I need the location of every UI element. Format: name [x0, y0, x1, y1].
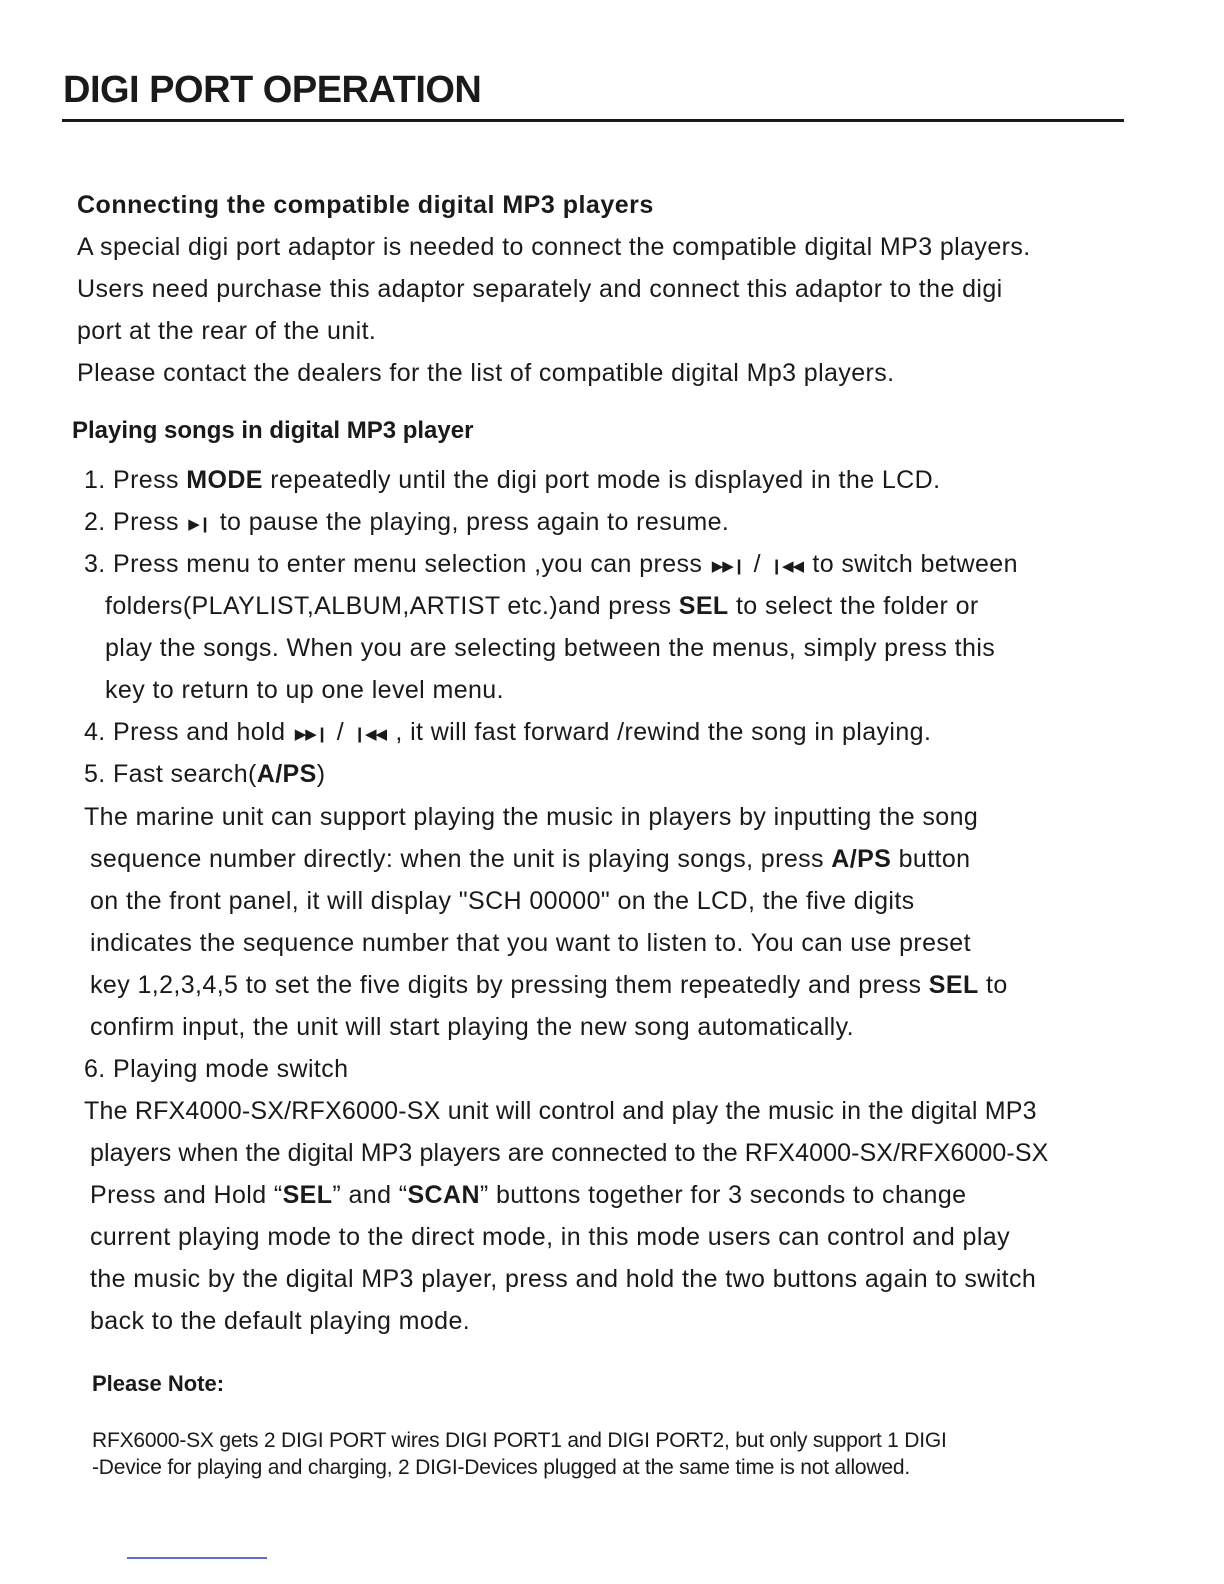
step-3-line-1 — [84, 548, 1018, 583]
step-6-line-6: back to the default playing mode. — [90, 1307, 471, 1335]
step-6-line-4: current playing mode to the direct mode, in this mode users can control and play — [90, 1223, 1010, 1251]
connecting-line-2: Users need purchase this adaptor separately and connect this adaptor to the digi — [77, 275, 1003, 303]
step-6-line-3 — [90, 1179, 966, 1211]
note-line-2: -Device for playing and charging, 2 DIGI-Devices plugged at the same time is not allowed. — [92, 1456, 910, 1479]
step-6-heading: 6. Playing mode switch — [84, 1055, 349, 1083]
step-1-text-b: repeatedly until the digi port mode is displayed in the LCD. — [262, 466, 941, 494]
step-5-l2-a: sequence number directly: when the unit is playing songs, press — [90, 845, 832, 873]
step-2 — [84, 506, 729, 541]
step-5-line-6: confirm input, the unit will start playing the new song automatically. — [90, 1013, 855, 1041]
step-5-l2-b: button — [891, 845, 971, 873]
connecting-line-4: Please contact the dealers for the list of compatible digital Mp3 players. — [77, 359, 895, 387]
step-5-l5-a: key 1,2,3,4,5 to set the five digits by pressing them repeatedly and press — [90, 971, 929, 999]
step-1 — [84, 464, 940, 496]
connecting-line-1: A special digi port adaptor is needed to connect the compatible digital MP3 players. — [77, 233, 1031, 261]
step-3-text-b: to switch between — [805, 550, 1018, 578]
step-4-text-b: , it will fast forward /rewind the song in playing. — [388, 718, 932, 746]
step-5-text-b: ) — [316, 760, 326, 788]
sel-key: SEL — [282, 1181, 333, 1209]
note-line-1: RFX6000-SX gets 2 DIGI PORT wires DIGI PORT1 and DIGI PORT2, but only support 1 DIGI — [92, 1429, 947, 1452]
next-track-icon: ▶▶❙ — [294, 726, 328, 743]
step-6-l3-a: Press and Hold “ — [90, 1181, 283, 1209]
step-1-text-a: 1. Press — [84, 466, 187, 494]
sel-key: SEL — [678, 592, 729, 620]
connecting-heading: Connecting the compatible digital MP3 players — [77, 191, 654, 219]
step-3-text-d: to select the folder or — [728, 592, 979, 620]
previous-track-icon: ❙◀◀ — [770, 558, 804, 575]
step-6-l3-b: ” and “ — [332, 1181, 408, 1209]
step-3-line-2 — [105, 590, 979, 622]
playing-heading: Playing songs in digital MP3 player — [72, 417, 474, 444]
previous-track-icon: ❙◀◀ — [353, 726, 387, 743]
step-3-text-c: folders(PLAYLIST,ALBUM,ARTIST etc.)and press — [105, 592, 679, 620]
step-4-text-a: 4. Press and hold — [84, 718, 293, 746]
step-6-line-2: players when the digital MP3 players are connected to the RFX4000-SX/RFX6000-SX — [90, 1139, 1049, 1167]
page-title: DIGI PORT OPERATION — [63, 69, 482, 111]
step-5-line-3: on the front panel, it will display "SCH 00000" on the LCD, the five digits — [90, 887, 915, 915]
step-4 — [84, 716, 931, 751]
step-3-line-4: key to return to up one level menu. — [105, 676, 504, 704]
step-5-text-a: 5. Fast search( — [84, 760, 257, 788]
step-5-l5-b: to — [978, 971, 1008, 999]
step-3-line-3: play the songs. When you are selecting between the menus, simply press this — [105, 634, 996, 662]
step-3-text-a: 3. Press menu to enter menu selection ,you can press — [84, 550, 710, 578]
step-3-sep: / — [746, 550, 769, 578]
note-heading: Please Note: — [92, 1371, 225, 1396]
step-5-line-1: The marine unit can support playing the music in players by inputting the song — [84, 803, 979, 831]
aps-key: A/PS — [831, 845, 892, 873]
step-5-line-2 — [90, 843, 971, 875]
step-5-heading — [84, 758, 325, 790]
step-6-line-5: the music by the digital MP3 player, press and hold the two buttons again to switch — [90, 1265, 1037, 1293]
step-6-l3-c: ” buttons together for 3 seconds to change — [479, 1181, 967, 1209]
play-pause-icon: ▶❙ — [188, 516, 211, 533]
connecting-line-3: port at the rear of the unit. — [77, 317, 377, 345]
aps-key: A/PS — [256, 760, 317, 788]
step-2-text-b: to pause the playing, press again to resume. — [212, 508, 730, 536]
next-track-icon: ▶▶❙ — [711, 558, 745, 575]
step-5-line-4: indicates the sequence number that you want to listen to. You can use preset — [90, 929, 971, 957]
mode-key: MODE — [186, 466, 263, 494]
step-4-sep: / — [329, 718, 352, 746]
step-6-line-1: The RFX4000-SX/RFX6000-SX unit will control and play the music in the digital MP3 — [84, 1097, 1037, 1125]
sel-key: SEL — [928, 971, 979, 999]
footer-rule — [127, 1557, 267, 1559]
title-underline — [62, 119, 1124, 122]
scan-key: SCAN — [407, 1181, 480, 1209]
step-5-line-5 — [90, 969, 1008, 1001]
step-2-text-a: 2. Press — [84, 508, 187, 536]
